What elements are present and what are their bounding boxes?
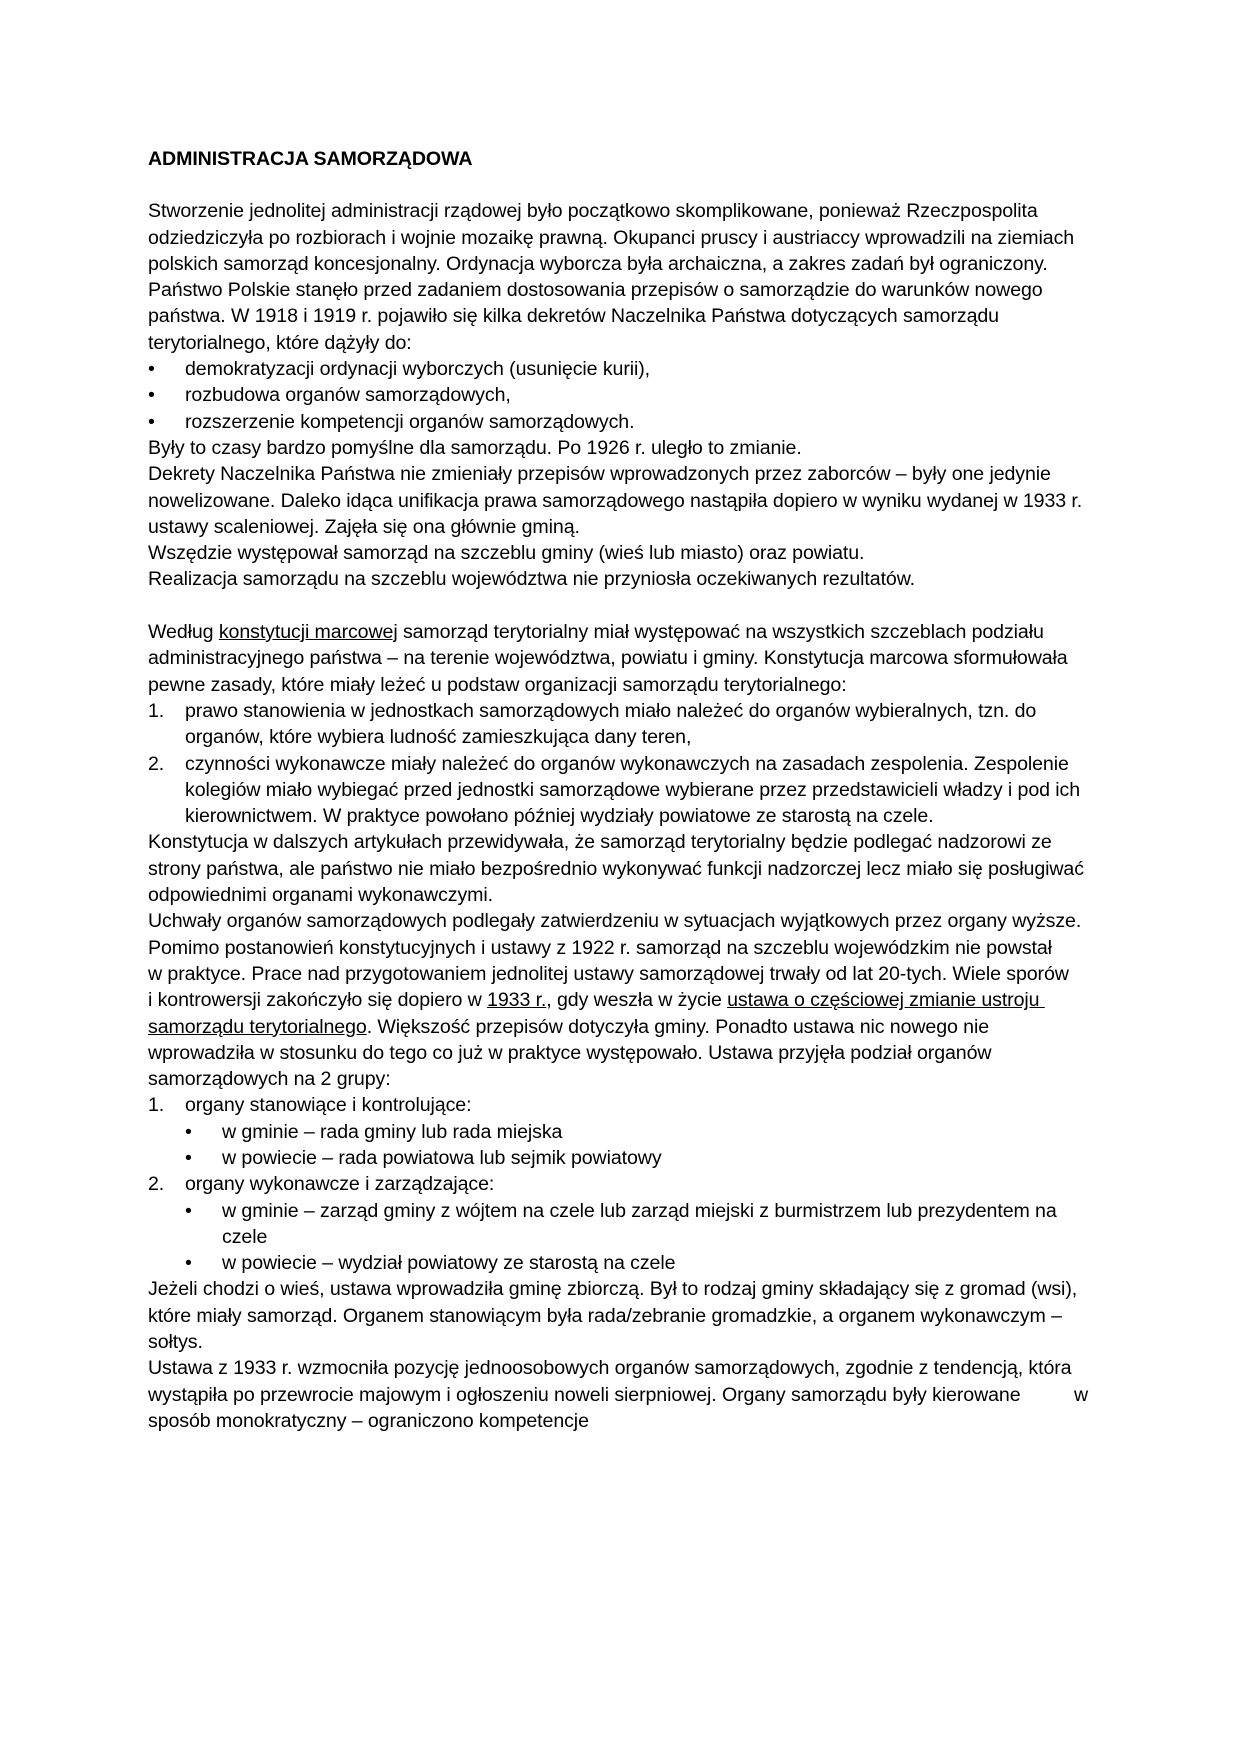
list-item: • w powiecie – wydział powiatowy ze starostą na czele — [148, 1250, 1088, 1276]
principles-numbered-list — [148, 698, 1088, 829]
list-item: • w gminie – rada gminy lub rada miejska — [148, 1119, 1088, 1145]
list-number: 2. — [148, 752, 165, 775]
text-span: Według — [148, 621, 219, 644]
list-item — [148, 1171, 1088, 1197]
list-item — [148, 751, 1088, 830]
sub-bullet-list — [148, 1198, 1088, 1277]
text-span: samorząd terytorialny miał występować na wszystkich szczeblach podziału administracyjnego państwa – na terenie województwa, powiatu i gminy. Konstytucja marcowa sformułowała pewne zasady, które miały leżeć u podstaw organizacji samorządu terytorialnego: — [148, 621, 1068, 696]
list-item-text: czynności wykonawcze miały należeć do organów wykonawczych na zasadach zespolenia. Zespolenie kolegiów miało wybiegać przed jednostki samorządowe wybierane przez przedstawicieli władzy i pod ich kierownictwem. W praktyce powołano później wydziały powiatowe ze starostą na czele. — [185, 752, 1081, 828]
paragraph: Uchwały organów samorządowych podlegały zatwierdzeniu w sytuacjach wyjątkowych przez organy wyższe. — [148, 910, 1082, 933]
intro-paragraph: Stworzenie jednolitej administracji rządowej było początkowo skomplikowane, ponieważ Rzeczpospolita odziedziczyła po rozbiorach i wojnie mozaikę prawną. Okupanci pruscy i austriaccy wprowadzili na ziemiach polskich samorząd koncesjonalny. Ordynacja wyborcza była archaiczna, a zakres zadań był ograniczony. Państwo Polskie stanęło przed zadaniem dostosowania przepisów o samorządzie do warunków nowego państwa. W 1918 i 1919 r. pojawiło się kilka dekretów Naczelnika Państwa dotyczących samorządu terytorialnego, które dążyły do: — [148, 200, 1075, 354]
text-span: Pomimo postanowień konstytucyjnych i ustawy z 1922 r. samorząd na szczeblu wojewódzkim nie powstał w praktyce. Prace nad przygotowaniem jednolitej ustawy samorządowej trwały od lat 20-tych. Wiele sporów i kontrowersji zakończyło się dopiero w — [148, 936, 1101, 1012]
paragraph: Ustawa z 1933 r. wzmocniła pozycję jednoosobowych organów samorządowych, zgodnie z tendencją, która wystąpiła po przewrocie majowym i ogłoszeniu noweli sierpniowej. Organy samorządu były kierowane w sposób monokratyczny – ograniczono kompetencje — [148, 1357, 1094, 1432]
act-paragraph — [148, 935, 1101, 1093]
paragraph: Były to czasy bardzo pomyślne dla samorządu. Po 1926 r. uległo to zmianie. — [148, 436, 802, 459]
paragraph-gap — [148, 593, 1088, 619]
paragraph: Dekrety Naczelnika Państwa nie zmieniały przepisów wprowadzonych przez zaborców – były one jedynie nowelizowane. Daleko idąca unifikacja prawa samorządowego nastąpiła dopiero w wyniku wydanej w 1933 r. ustawy scaleniowej. Zajęła się ona głównie gminą. — [148, 463, 1083, 538]
organ-groups-list — [148, 1092, 1088, 1118]
year-1933-link[interactable]: 1933 r. — [487, 989, 547, 1012]
list-item-text: prawo stanowienia w jednostkach samorządowych miało należeć do organów wybieralnych, tzn. do organów, które wybiera ludność zamieszkująca dany teren, — [185, 699, 1037, 749]
march-constitution-paragraph — [148, 619, 1088, 698]
text-span: . Większość przepisów dotyczyła gminy. Ponadto ustawa nic nowego nie wprowadziła w stosunku do tego co już w praktyce występowało. Ustawa przyjęła podział organów samorządowych na 2 grupy: — [148, 1015, 997, 1091]
aims-bullet-list — [148, 356, 1088, 435]
list-number: 2. — [148, 1173, 165, 1196]
paragraph: Wszędzie występował samorząd na szczeblu gminy (wieś lub miasto) oraz powiatu. — [148, 542, 865, 565]
list-item: • demokratyzacji ordynacji wyborczych (usunięcie kurii), — [148, 356, 1088, 382]
list-item: • rozszerzenie kompetencji organów samorządowych. — [148, 409, 1088, 435]
list-item — [148, 1092, 1088, 1118]
list-item — [148, 698, 1088, 751]
group-label: organy stanowiące i kontrolujące: — [185, 1094, 472, 1117]
list-number: 1. — [148, 699, 165, 722]
sub-bullet-list — [148, 1119, 1088, 1172]
list-item: • w gminie – zarząd gminy z wójtem na czele lub zarząd miejski z burmistrzem lub prezydentem na czele — [148, 1198, 1088, 1251]
text-span: , gdy weszła w życie — [546, 989, 728, 1012]
document-body — [148, 146, 1101, 1434]
list-number: 1. — [148, 1094, 165, 1117]
paragraph: Konstytucja w dalszych artykułach przewidywała, że samorząd terytorialny będzie podlegać nadzorowi ze strony państwa, ale państwo nie miało bezpośrednio wykonywać funkcji nadzorczej lecz miało się posługiwać odpowiednimi organami wykonawczymi. — [148, 831, 1084, 907]
list-item: • w powiecie – rada powiatowa lub sejmik powiatowy — [148, 1145, 1088, 1171]
paragraph: Realizacja samorządu na szczeblu województwa nie przyniosła oczekiwanych rezultatów. — [148, 568, 916, 591]
organ-groups-list — [148, 1171, 1088, 1197]
paragraph: Jeżeli chodzi o wieś, ustawa wprowadziła gminę zbiorczą. Był to rodzaj gminy składający się z gromad (wsi), które miały samorząd. Organem stanowiącym była rada/zebranie gromadzkie, a organem wykonawczym – sołtys. — [148, 1278, 1078, 1354]
document-title: ADMINISTRACJA SAMORZĄDOWA — [148, 148, 473, 170]
group-label: organy wykonawcze i zarządzające: — [185, 1173, 495, 1196]
list-item: • rozbudowa organów samorządowych, — [148, 382, 1088, 408]
march-constitution-link[interactable]: konstytucji marcowej — [218, 621, 398, 644]
act-link[interactable]: ustawa o częściowej zmianie ustroju samorządu terytorialnego — [148, 989, 1045, 1038]
